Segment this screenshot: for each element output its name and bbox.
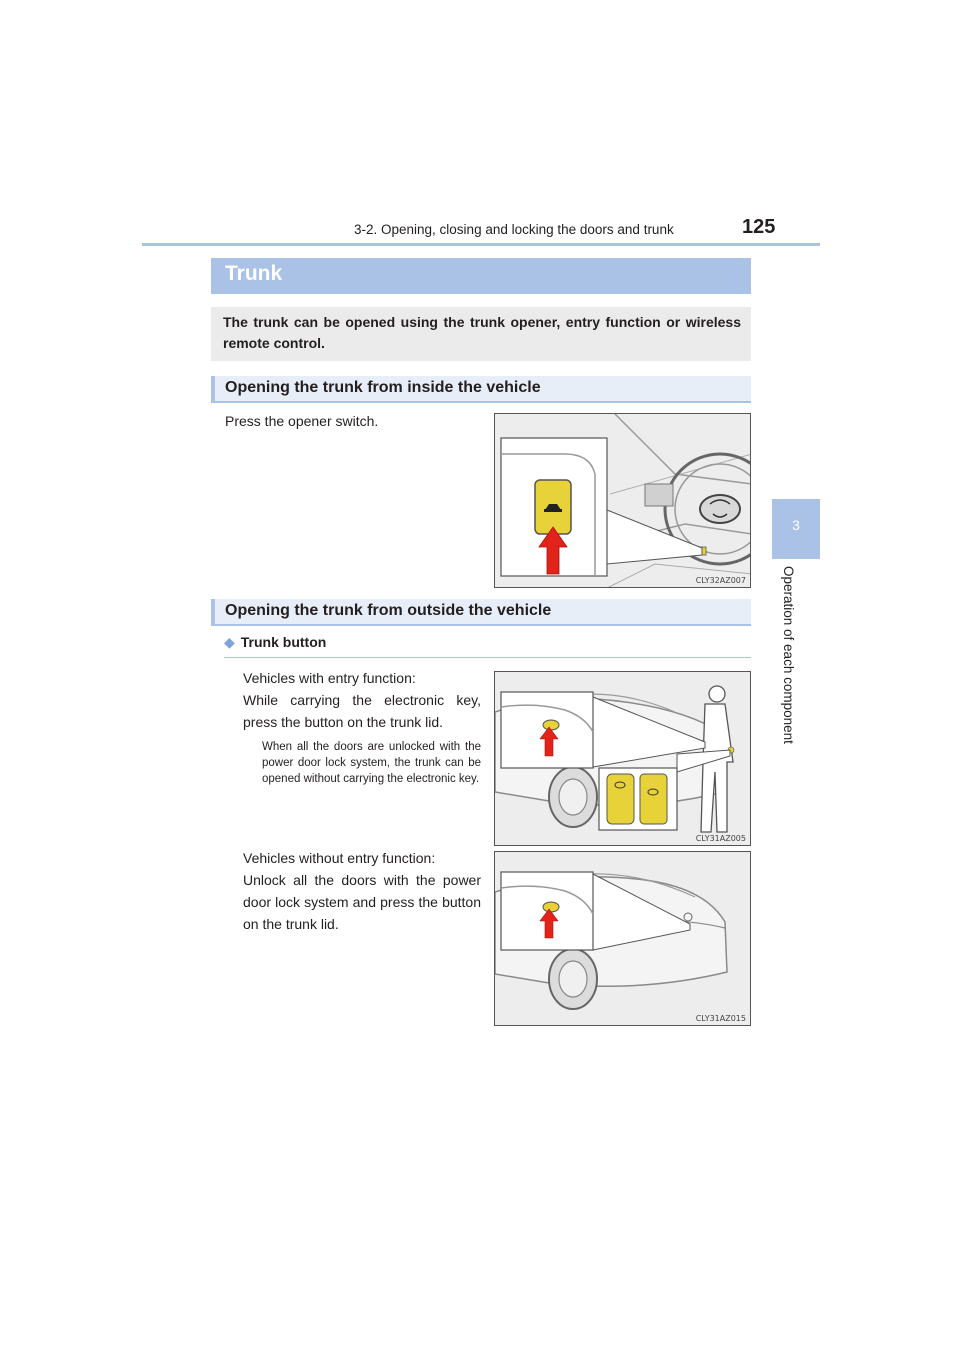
figure-code: CLY32AZ007 [695, 576, 746, 585]
trunk-button-heading: ◆ Trunk button [224, 634, 327, 650]
figure-opener-switch [494, 413, 751, 588]
chapter-tab-number: 3 [792, 517, 800, 533]
chapter-tab [772, 499, 820, 559]
trunk-button-rule [224, 657, 751, 658]
page-number: 125 [742, 216, 776, 238]
subhead-outside [211, 599, 751, 626]
without-entry-title: Vehicles without entry function: [243, 850, 436, 866]
subhead-inside-text: Opening the trunk from inside the vehicle [225, 379, 541, 396]
trunk-no-entry-illustration [495, 852, 751, 1026]
with-entry-title: Vehicles with entry function: [243, 670, 416, 686]
header-rule [142, 243, 820, 246]
chapter-side-label: Operation of each component [781, 566, 796, 744]
intro-box [211, 307, 751, 361]
figure-code: CLY31AZ015 [695, 1014, 746, 1023]
subhead-outside-text: Opening the trunk from outside the vehicle [225, 602, 552, 619]
figure-entry-function [494, 671, 751, 846]
subhead-inside [211, 376, 751, 403]
trunk-entry-illustration [495, 672, 751, 846]
section-banner [211, 258, 751, 294]
chapter-title: 3-2. Opening, closing and locking the doors and trunk [354, 222, 674, 237]
diamond-bullet-icon: ◆ [224, 634, 235, 650]
section-title: Trunk [225, 262, 283, 285]
with-entry-note: When all the doors are unlocked with the power door lock system, the trunk can be opened without carrying the electronic key. [262, 741, 481, 785]
opener-switch-illustration [495, 414, 751, 588]
without-entry-text: Unlock all the doors with the power door lock system and press the button on the trunk lid. [243, 872, 481, 932]
intro-text: The trunk can be opened using the trunk opener, entry function or wireless remote control. [223, 314, 741, 351]
figure-no-entry-function [494, 851, 751, 1026]
figure-code: CLY31AZ005 [695, 834, 746, 843]
inside-instruction: Press the opener switch. [225, 413, 379, 429]
with-entry-text: While carrying the electronic key, press the button on the trunk lid. [243, 692, 481, 730]
